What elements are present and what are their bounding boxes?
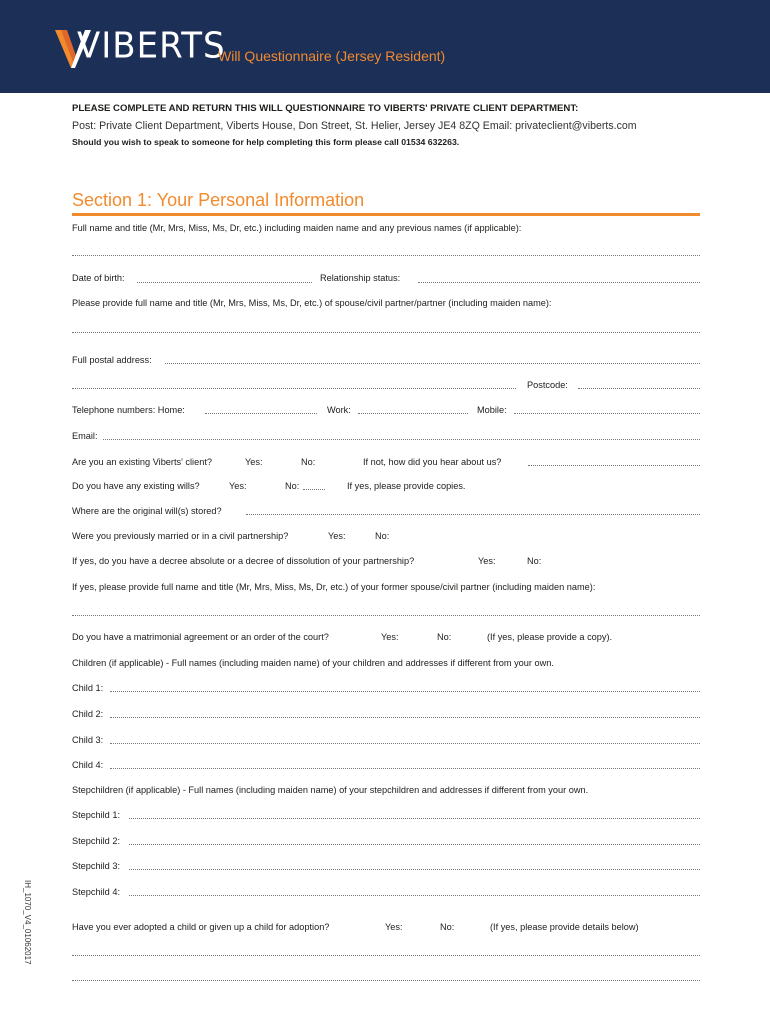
stored-label: Where are the original will(s) stored?	[72, 506, 222, 516]
intro-instruction: PLEASE COMPLETE AND RETURN THIS WILL QUESTIONNAIRE TO VIBERTS' PRIVATE CLIENT DEPARTMENT:	[72, 103, 579, 114]
children-label: Children (if applicable) - Full names (including maiden name) of your children and addresses if different from your own.	[72, 658, 554, 668]
spouse-field[interactable]	[72, 332, 700, 333]
work-field[interactable]	[358, 413, 468, 414]
decree-label: If yes, do you have a decree absolute or a decree of dissolution of your partnership?	[72, 556, 415, 566]
header-bar	[0, 0, 770, 93]
stepchild-3-label: Stepchild 3:	[72, 861, 121, 871]
logo-wordmark: VIBERTS	[77, 25, 226, 67]
matrimonial-no[interactable]: No:	[437, 632, 452, 642]
relationship-label: Relationship status:	[320, 273, 401, 283]
postal-field-1[interactable]	[165, 363, 700, 364]
intro-post-email: Post: Private Client Department, Viberts House, Don Street, St. Helier, Jersey JE4 8ZQ Email: privateclient@viberts.com	[72, 120, 637, 132]
postcode-field[interactable]	[578, 388, 700, 389]
email-label: Email:	[72, 431, 98, 441]
stored-field[interactable]	[246, 514, 700, 515]
mobile-field[interactable]	[514, 413, 700, 414]
section-1-title: Section 1: Your Personal Information	[72, 190, 365, 210]
existing-client-no[interactable]: No:	[301, 457, 316, 467]
former-spouse-field[interactable]	[72, 615, 700, 616]
relationship-field[interactable]	[418, 282, 700, 283]
adoption-details-field-2[interactable]	[72, 980, 700, 981]
tel-home-label: Telephone numbers: Home:	[72, 405, 185, 415]
section-divider	[72, 213, 700, 216]
stepchild-3-field[interactable]	[129, 869, 700, 870]
child-2-label: Child 2:	[72, 709, 104, 719]
child-3-label: Child 3:	[72, 735, 104, 745]
stepchild-2-label: Stepchild 2:	[72, 836, 121, 846]
postal-label: Full postal address:	[72, 355, 152, 365]
postal-field-2[interactable]	[72, 388, 516, 389]
hear-about-label: If not, how did you hear about us?	[363, 457, 502, 467]
existing-wills-no[interactable]: No:	[285, 481, 300, 491]
email-field[interactable]	[103, 439, 700, 440]
existing-client-label: Are you an existing Viberts' client?	[72, 457, 212, 467]
decree-no[interactable]: No:	[527, 556, 542, 566]
child-2-field[interactable]	[110, 717, 700, 718]
adopted-label: Have you ever adopted a child or given up a child for adoption?	[72, 922, 330, 932]
stepchild-1-label: Stepchild 1:	[72, 810, 121, 820]
child-4-label: Child 4:	[72, 760, 104, 770]
details-below-label: (If yes, please provide details below)	[490, 922, 639, 932]
intro-phone: Should you wish to speak to someone for help completing this form please call 01534 632263.	[72, 137, 460, 147]
child-1-label: Child 1:	[72, 683, 104, 693]
decree-yes[interactable]: Yes:	[478, 556, 496, 566]
full-name-field[interactable]	[72, 255, 700, 256]
existing-wills-no-field[interactable]	[303, 489, 325, 490]
dob-field[interactable]	[137, 282, 312, 283]
dob-label: Date of birth:	[72, 273, 125, 283]
prev-married-no[interactable]: No:	[375, 531, 390, 541]
spouse-label: Please provide full name and title (Mr, Mrs, Miss, Ms, Dr, etc.) of spouse/civil partner/partner (including maiden name):	[72, 298, 552, 308]
adopted-yes[interactable]: Yes:	[385, 922, 403, 932]
adopted-no[interactable]: No:	[440, 922, 455, 932]
prev-married-label: Were you previously married or in a civil partnership?	[72, 531, 289, 541]
matrimonial-label: Do you have a matrimonial agreement or an order of the court?	[72, 632, 329, 642]
stepchild-2-field[interactable]	[129, 844, 700, 845]
existing-client-yes[interactable]: Yes:	[245, 457, 263, 467]
mobile-label: Mobile:	[477, 405, 507, 415]
matrimonial-yes[interactable]: Yes:	[381, 632, 399, 642]
child-4-field[interactable]	[110, 768, 700, 769]
full-name-label: Full name and title (Mr, Mrs, Miss, Ms, Dr, etc.) including maiden name and any previous names (if applicable):	[72, 223, 522, 233]
stepchildren-label: Stepchildren (if applicable) - Full names (including maiden name) of your stepchildren and addresses if different from your own.	[72, 785, 589, 795]
former-spouse-label: If yes, please provide full name and title (Mr, Mrs, Miss, Ms, Dr, etc.) of your former spouse/civil partner (including maiden name):	[72, 582, 596, 592]
child-3-field[interactable]	[110, 743, 700, 744]
adoption-details-field-1[interactable]	[72, 955, 700, 956]
form-title: Will Questionnaire (Jersey Resident)	[218, 48, 446, 64]
hear-about-field[interactable]	[528, 465, 700, 466]
postcode-label: Postcode:	[527, 380, 568, 390]
stepchild-4-label: Stepchild 4:	[72, 887, 121, 897]
child-1-field[interactable]	[110, 691, 700, 692]
stepchild-4-field[interactable]	[129, 895, 700, 896]
existing-wills-label: Do you have any existing wills?	[72, 481, 200, 491]
copies-label: If yes, please provide copies.	[347, 481, 466, 491]
provide-copy-label: (If yes, please provide a copy).	[487, 632, 613, 642]
form-reference-code: IH_1070_V4_01062017	[23, 880, 32, 965]
tel-home-field[interactable]	[205, 413, 317, 414]
work-label: Work:	[327, 405, 351, 415]
stepchild-1-field[interactable]	[129, 818, 700, 819]
existing-wills-yes[interactable]: Yes:	[229, 481, 247, 491]
prev-married-yes[interactable]: Yes:	[328, 531, 346, 541]
